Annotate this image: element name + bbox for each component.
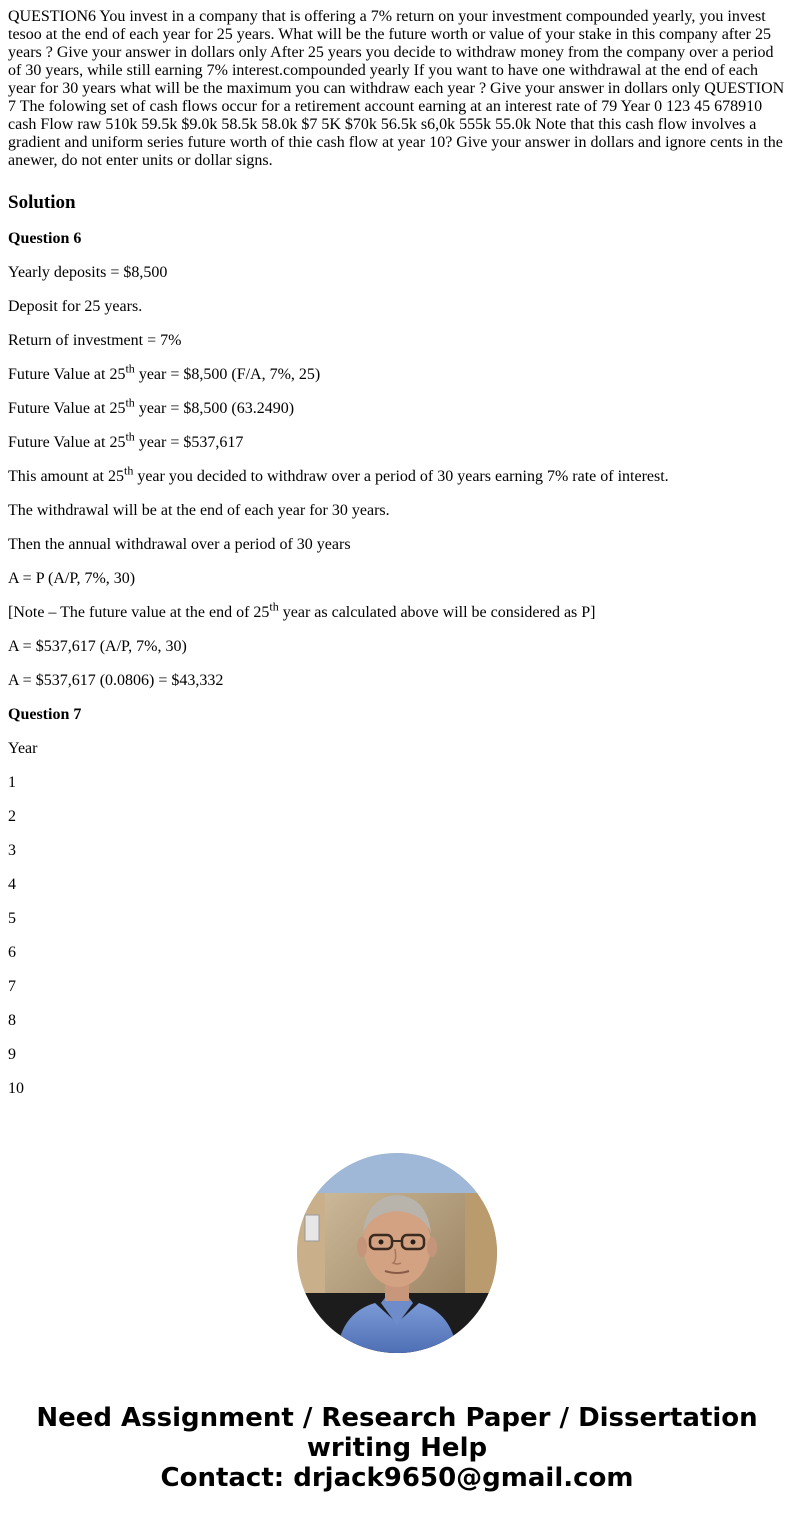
question-text: QUESTION6 You invest in a company that is offering a 7% return on your investment compounded yearly, you invest tesoo at the end of each year for 25 years. What will be the future worth or value of your stake in this company after 25 years ? Give your answer in dollars only After 25 years you decide to withdraw money from the company over a period of 30 years, while still earning 7% interest.compounded yearly If you want to have one withdrawal at the end of each year for 30 years what will be the maximum you can withdraw each year ? Give your answer in dollars only QUESTION 7 The folowing set of cash flows occur for a retirement account earning at an interest rate of 79 Year 0 123 45 678910 cash Flow raw 510k 59.5k $9.0k 58.5k 58.0k $7 5K $70k 56.5k s6,0k 555k 55.0k Note that this cash flow involves a gradient and uniform series future worth of thie cash flow at year 10? Give your answer in dollars and ignore cents in the anewer, do not enter units or dollar signs. xyxy=(8,8,785,169)
return-line: Return of investment = 7% xyxy=(8,332,182,349)
avatar-portrait-icon xyxy=(297,1153,497,1353)
calculation-line-1: A = $537,617 (A/P, 7%, 30) xyxy=(8,638,187,655)
yearly-deposits-line: Yearly deposits = $8,500 xyxy=(8,264,168,281)
year-item: 2 xyxy=(8,808,16,825)
calculation-line-2: A = $537,617 (0.0806) = $43,332 xyxy=(8,672,224,689)
solution-heading: Solution xyxy=(8,192,76,213)
question-7-title: Question 7 xyxy=(8,706,82,723)
footer-line-2: writing Help xyxy=(306,1433,488,1463)
year-item: 1 xyxy=(8,774,16,791)
year-item: 9 xyxy=(8,1046,16,1063)
avatar xyxy=(297,1153,497,1353)
question-6-title: Question 6 xyxy=(8,230,82,247)
contact-footer xyxy=(0,1403,794,1493)
solution-body xyxy=(8,230,786,1098)
year-item: 6 xyxy=(8,944,16,961)
deposit-period-line: Deposit for 25 years. xyxy=(8,298,143,315)
future-value-result-line: Future Value at 25th year = $537,617 xyxy=(8,429,244,451)
year-list xyxy=(8,774,786,1098)
year-item: 10 xyxy=(8,1080,24,1097)
withdrawal-schedule-line: The withdrawal will be at the end of each year for 30 years. xyxy=(8,502,390,519)
year-item: 8 xyxy=(8,1012,16,1029)
year-item: 5 xyxy=(8,910,16,927)
year-item: 7 xyxy=(8,978,16,995)
year-item: 3 xyxy=(8,842,16,859)
formula-line: A = P (A/P, 7%, 30) xyxy=(8,570,136,587)
note-line: [Note – The future value at the end of 25th year as calculated above will be considered as P] xyxy=(8,599,596,621)
withdraw-amount-line: This amount at 25th year you decided to withdraw over a period of 30 years earning 7% rate of interest. xyxy=(8,463,669,485)
year-label: Year xyxy=(8,740,38,757)
future-value-formula-line: Future Value at 25th year = $8,500 (F/A, 7%, 25) xyxy=(8,361,321,383)
footer-line-1: Need Assignment / Research Paper / Dissertation xyxy=(36,1403,758,1433)
future-value-factor-line: Future Value at 25th year = $8,500 (63.2490) xyxy=(8,395,295,417)
year-item: 4 xyxy=(8,876,16,893)
footer-contact-line: Contact: drjack9650@gmail.com xyxy=(160,1463,634,1493)
annual-withdrawal-line: Then the annual withdrawal over a period of 30 years xyxy=(8,536,351,553)
